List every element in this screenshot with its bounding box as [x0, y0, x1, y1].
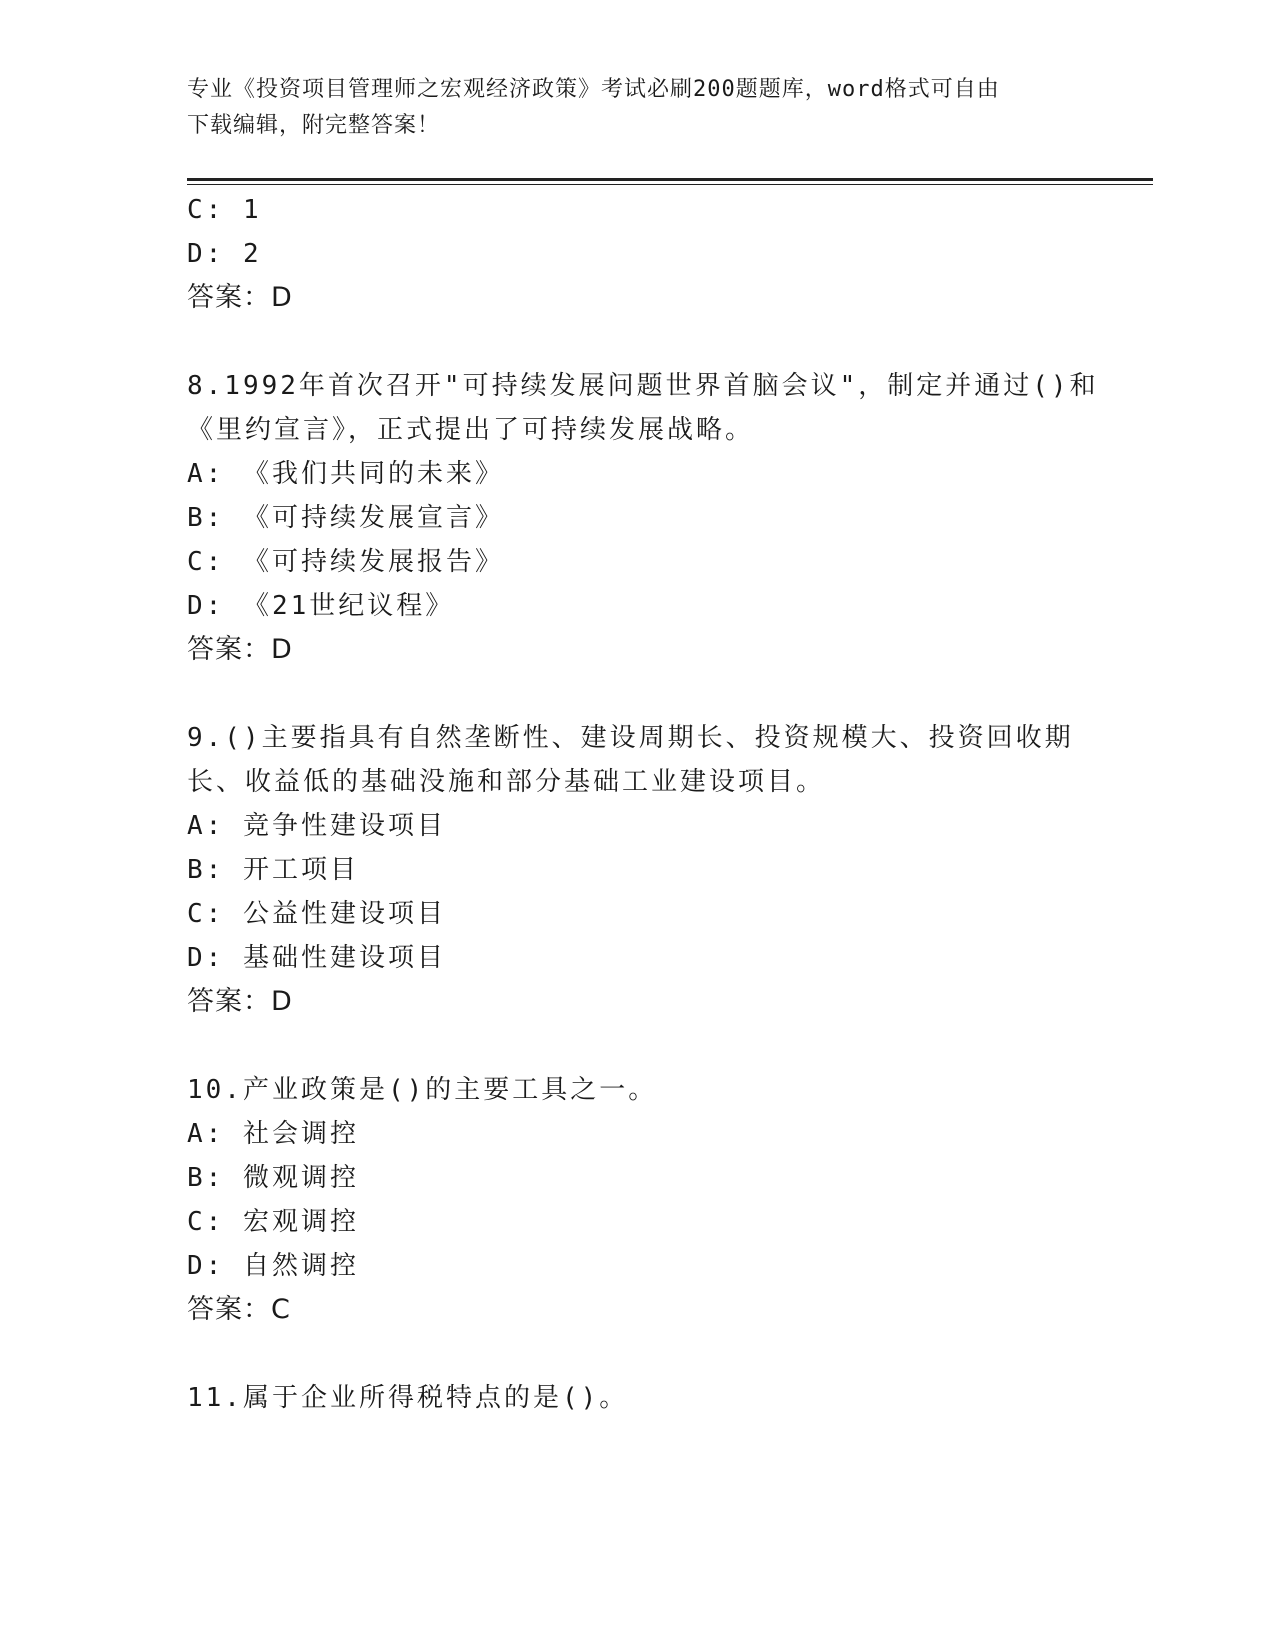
q11-stem: 11.属于企业所得税特点的是()。	[187, 1383, 629, 1413]
q10-option-b: B: 微观调控	[187, 1163, 359, 1193]
q10-option-a: A: 社会调控	[187, 1119, 359, 1149]
q7-answer: 答案：D	[187, 282, 293, 313]
q7-option-c: C: 1	[187, 195, 262, 225]
q9-stem-line-1: 9.()主要指具有自然垄断性、建设周期长、投资规模大、投资回收期	[187, 723, 1074, 753]
q8-option-b: B: 《可持续发展宣言》	[187, 503, 504, 533]
q8-answer: 答案：D	[187, 634, 293, 665]
q9-stem-line-2: 长、收益低的基础没施和部分基础工业建设项目。	[187, 767, 826, 797]
q10-option-d: D: 自然调控	[187, 1251, 359, 1281]
q8-stem-line-1: 8.1992年首次召开"可持续发展问题世界首脑会议"，制定并通过()和	[187, 371, 1099, 401]
header-line-1: 专业《投资项目管理师之宏观经济政策》考试必刷200题题库，word格式可自由	[187, 77, 1000, 102]
q8-option-d: D: 《21世纪议程》	[187, 591, 455, 621]
q7-option-d: D: 2	[187, 239, 262, 269]
header-divider-thin	[187, 184, 1153, 185]
q9-option-b: B: 开工项目	[187, 855, 359, 885]
q8-stem-line-2: 《里约宣言》，正式提出了可持续发展战略。	[187, 415, 755, 445]
q10-stem: 10.产业政策是()的主要工具之一。	[187, 1075, 658, 1105]
q10-answer: 答案：C	[187, 1294, 291, 1325]
q8-option-c: C: 《可持续发展报告》	[187, 547, 504, 577]
q9-option-a: A: 竞争性建设项目	[187, 811, 446, 841]
q8-option-a: A: 《我们共同的未来》	[187, 459, 504, 489]
header-divider-thick	[187, 178, 1153, 181]
q9-option-c: C: 公益性建设项目	[187, 899, 446, 929]
q10-option-c: C: 宏观调控	[187, 1207, 359, 1237]
q9-option-d: D: 基础性建设项目	[187, 943, 446, 973]
q9-answer: 答案：D	[187, 986, 293, 1017]
header-line-2: 下载编辑，附完整答案！	[187, 113, 441, 138]
document-header	[187, 72, 1067, 144]
